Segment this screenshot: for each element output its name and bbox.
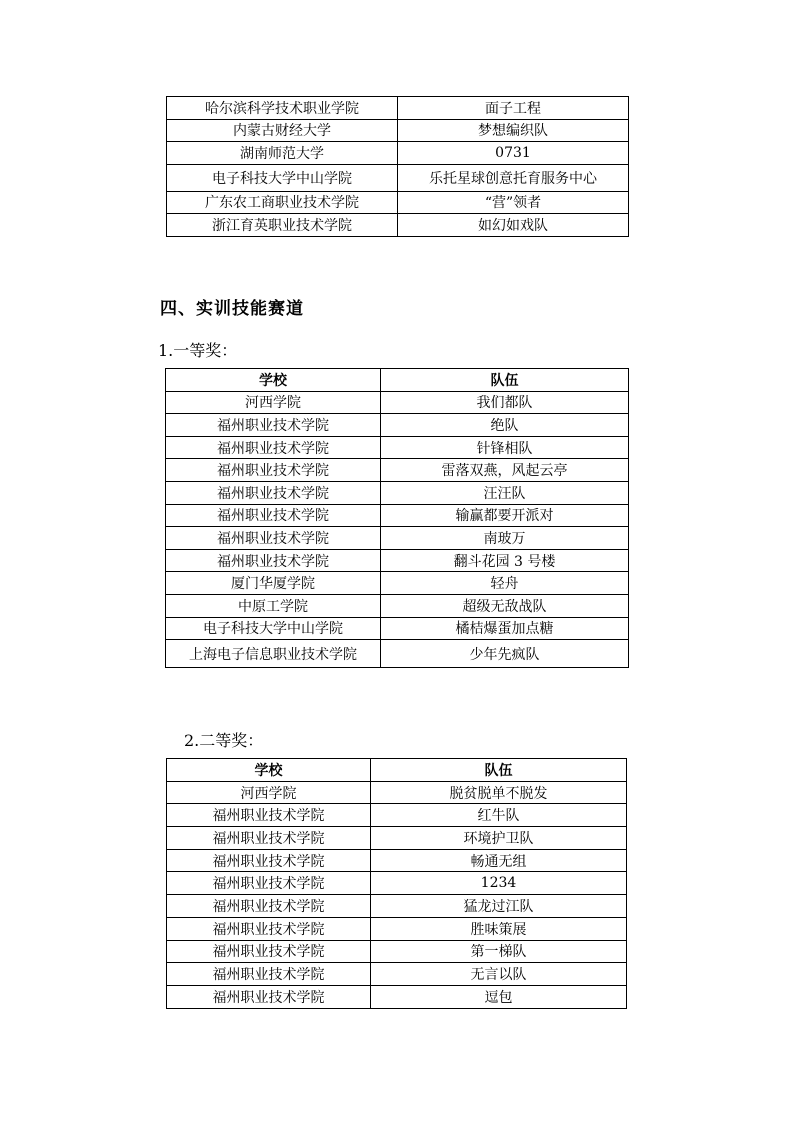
team-cell: 脱贫脱单不脱发 [371, 781, 627, 804]
table-row [167, 827, 627, 850]
table-row [166, 504, 629, 527]
team-cell: 红牛队 [371, 804, 627, 827]
table-row [166, 459, 629, 482]
school-cell: 福州职业技术学院 [167, 917, 371, 940]
team-cell: 面子工程 [398, 97, 629, 120]
school-cell: 河西学院 [167, 781, 371, 804]
team-cell: 少年先疯队 [381, 640, 629, 668]
table-row [167, 191, 629, 214]
school-cell: 哈尔滨科学技术职业学院 [167, 97, 398, 120]
table-row [166, 527, 629, 550]
team-cell: 畅通无组 [371, 849, 627, 872]
team-cell: 逗包 [371, 985, 627, 1008]
team-cell: 翻斗花园 3 号楼 [381, 549, 629, 572]
team-cell: 橘桔爆蛋加点糖 [381, 617, 629, 640]
school-cell: 福州职业技术学院 [167, 895, 371, 918]
team-cell: 乐托星球创意托育服务中心 [398, 164, 629, 191]
school-cell: 浙江育英职业技术学院 [167, 214, 398, 237]
team-header: 队伍 [381, 369, 629, 392]
table-row [167, 872, 627, 895]
school-cell: 湖南师范大学 [167, 142, 398, 165]
table-row [167, 940, 627, 963]
school-cell: 福州职业技术学院 [166, 549, 381, 572]
team-cell: 轻舟 [381, 572, 629, 595]
school-cell: 上海电子信息职业技术学院 [166, 640, 381, 668]
team-cell: 汪汪队 [381, 481, 629, 504]
team-cell: 超级无敌战队 [381, 594, 629, 617]
table-row [166, 594, 629, 617]
table-row [167, 895, 627, 918]
school-cell: 厦门华厦学院 [166, 572, 381, 595]
school-cell: 电子科技大学中山学院 [167, 164, 398, 191]
school-cell: 福州职业技术学院 [167, 849, 371, 872]
table-row [166, 436, 629, 459]
second-prize-label: 2.二等奖： [184, 731, 264, 750]
team-cell: 无言以队 [371, 963, 627, 986]
school-cell: 福州职业技术学院 [166, 527, 381, 550]
table-row [167, 917, 627, 940]
table-row [166, 617, 629, 640]
first-prize-table [165, 368, 629, 668]
school-cell: 广东农工商职业技术学院 [167, 191, 398, 214]
team-cell: 1234 [371, 872, 627, 895]
school-cell: 福州职业技术学院 [167, 963, 371, 986]
team-table-continued [166, 96, 629, 237]
table-row [166, 549, 629, 572]
school-cell: 福州职业技术学院 [167, 804, 371, 827]
school-cell: 中原工学院 [166, 594, 381, 617]
team-cell: 针锋相队 [381, 436, 629, 459]
table-row [167, 119, 629, 142]
table-row [167, 985, 627, 1008]
team-cell: “营”领者 [398, 191, 629, 214]
team-cell: 0731 [398, 142, 629, 165]
table-row [167, 963, 627, 986]
table-row [167, 214, 629, 237]
section-heading: 四、实训技能赛道 [160, 299, 304, 319]
school-cell: 福州职业技术学院 [167, 827, 371, 850]
table-row [166, 391, 629, 414]
team-cell: 绝队 [381, 414, 629, 437]
team-cell: 环境护卫队 [371, 827, 627, 850]
table-header-row [167, 759, 627, 782]
team-cell: 南玻万 [381, 527, 629, 550]
table-row [167, 849, 627, 872]
table-row [166, 640, 629, 668]
school-cell: 福州职业技术学院 [166, 504, 381, 527]
school-header: 学校 [167, 759, 371, 782]
school-cell: 河西学院 [166, 391, 381, 414]
school-cell: 福州职业技术学院 [167, 872, 371, 895]
school-cell: 福州职业技术学院 [166, 459, 381, 482]
table-row [166, 572, 629, 595]
table-row [167, 804, 627, 827]
table-row [167, 781, 627, 804]
team-cell: 梦想编织队 [398, 119, 629, 142]
table-header-row [166, 369, 629, 392]
table-row [167, 142, 629, 165]
team-cell: 我们都队 [381, 391, 629, 414]
team-cell: 猛龙过江队 [371, 895, 627, 918]
school-header: 学校 [166, 369, 381, 392]
second-prize-table [166, 758, 627, 1009]
school-cell: 福州职业技术学院 [166, 436, 381, 459]
team-cell: 雷落双燕，风起云亭 [381, 459, 629, 482]
team-cell: 如幻如戏队 [398, 214, 629, 237]
table-row [166, 481, 629, 504]
table-row [167, 164, 629, 191]
table-row [166, 414, 629, 437]
team-cell: 输赢都要开派对 [381, 504, 629, 527]
first-prize-label: 1.一等奖： [158, 341, 238, 360]
team-header: 队伍 [371, 759, 627, 782]
school-cell: 福州职业技术学院 [166, 481, 381, 504]
school-cell: 电子科技大学中山学院 [166, 617, 381, 640]
school-cell: 福州职业技术学院 [167, 985, 371, 1008]
school-cell: 福州职业技术学院 [166, 414, 381, 437]
school-cell: 内蒙古财经大学 [167, 119, 398, 142]
team-cell: 第一梯队 [371, 940, 627, 963]
team-cell: 胜味策展 [371, 917, 627, 940]
school-cell: 福州职业技术学院 [167, 940, 371, 963]
table-row [167, 97, 629, 120]
